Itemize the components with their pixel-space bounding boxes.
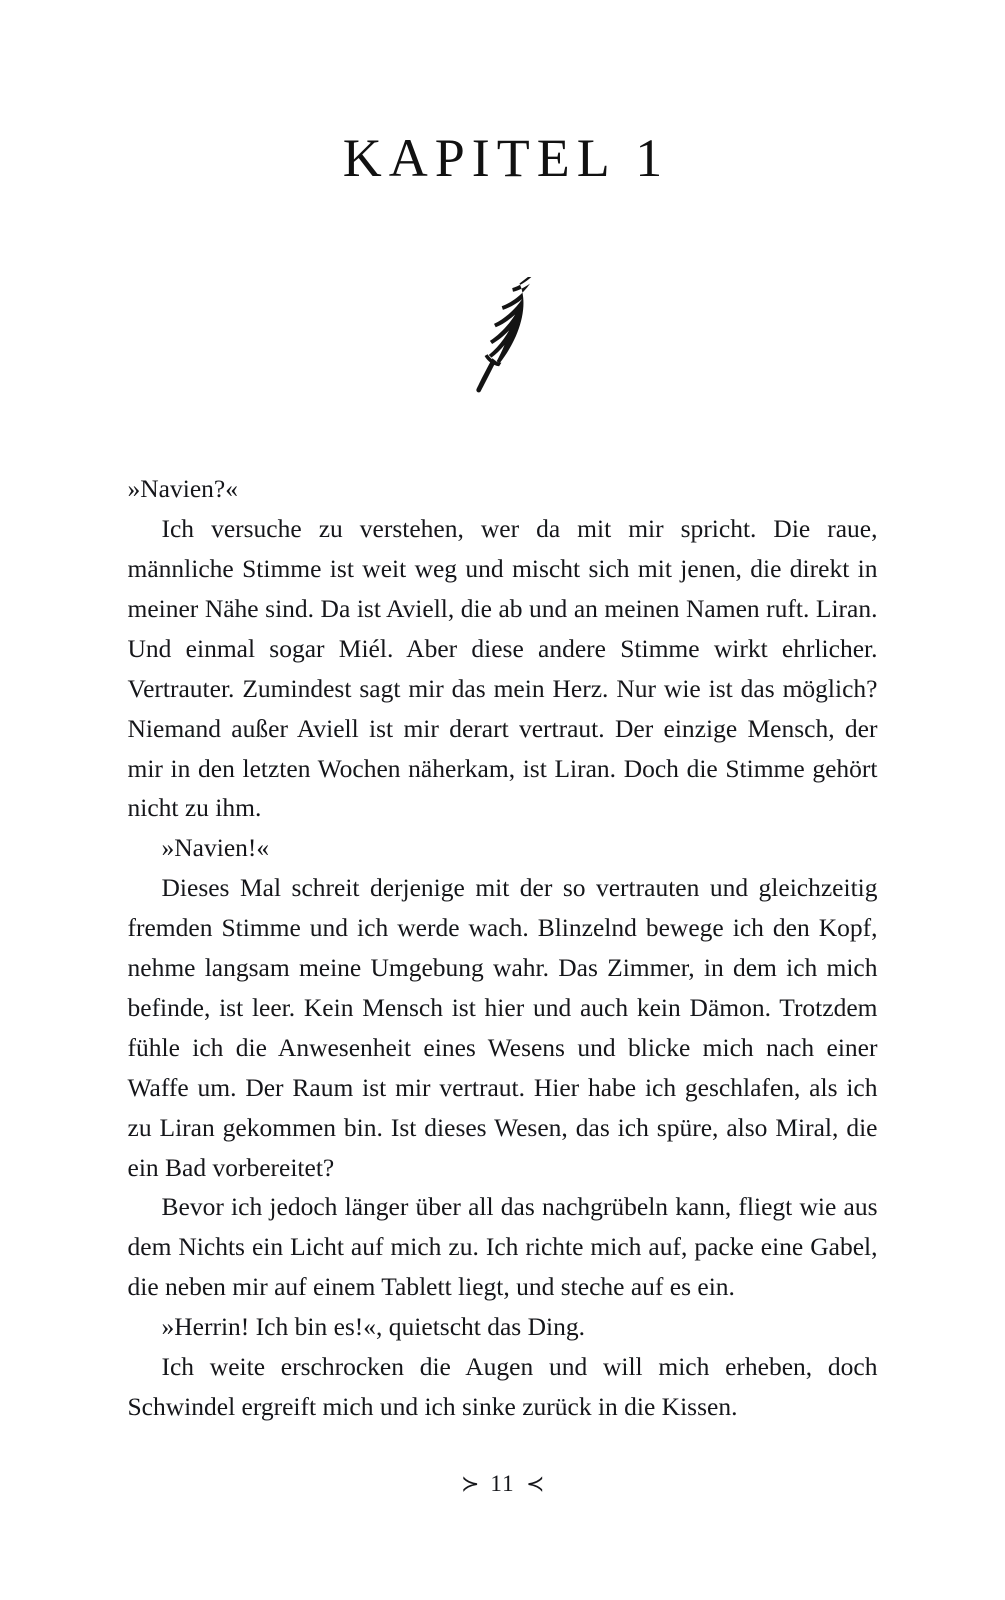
paragraph: »Herrin! Ich bin es!«, quietscht das Ding. xyxy=(161,1312,585,1342)
page-footer xyxy=(0,1471,1005,1497)
flourish-left-icon: ≻ xyxy=(460,1471,480,1496)
feather-icon xyxy=(457,281,549,391)
paragraph: »Navien?« xyxy=(127,474,238,504)
chapter-body xyxy=(128,469,878,1427)
page-title: KAPITEL 1 xyxy=(342,128,670,188)
flourish-right-icon: ≻ xyxy=(525,1471,545,1496)
paragraph: Dieses Mal schreit derjenige mit der so vertrauten und gleichzeitig fremden Stimme und ich werde wach. Blinzelnd bewege ich den Kopf, nehme langsam meine Umgebung wahr. Das Zimmer, in dem ich mich befinde, ist leer. Kein Mensch ist hier und auch kein Dämon. Trotzdem fühle ich die Anwesenheit eines Wesens und blicke mich nach einer Waffe um. Der Raum ist mir vertraut. Hier habe ich geschlafen, als ich zu Liran gekommen bin. Ist dieses Wesen, das ich spüre, also Miral, die ein Bad vorbereitet? xyxy=(127,873,878,1182)
paragraph: Bevor ich jedoch länger über all das nachgrübeln kann, fliegt wie aus dem Nichts ein Licht auf mich zu. Ich richte mich auf, packe eine Gabel, die neben mir auf einem Tablett liegt, und steche auf es ein. xyxy=(127,1192,878,1302)
page-number: 11 xyxy=(490,1471,515,1496)
paragraph: »Navien!« xyxy=(161,833,270,863)
paragraph: Ich weite erschrocken die Augen und will mich erheben, doch Schwindel ergreift mich und ich sinke zurück in die Kissen. xyxy=(127,1352,878,1422)
paragraph: Ich versuche zu verstehen, wer da mit mir spricht. Die raue, männliche Stimme ist weit weg und mischt sich mit jenen, die direkt in meiner Nähe sind. Da ist Aviell, die ab und an meinen Namen ruft. Liran. Und einmal sogar Miél. Aber diese andere Stimme wirkt ehrlicher. Vertrauter. Zumindest sagt mir das mein Herz. Nur wie ist das möglich? Niemand außer Aviell ist mir derart vertraut. Der einzige Mensch, der mir in den letzten Wochen näherkam, ist Liran. Doch die Stimme gehört nicht zu ihm. xyxy=(127,514,878,823)
